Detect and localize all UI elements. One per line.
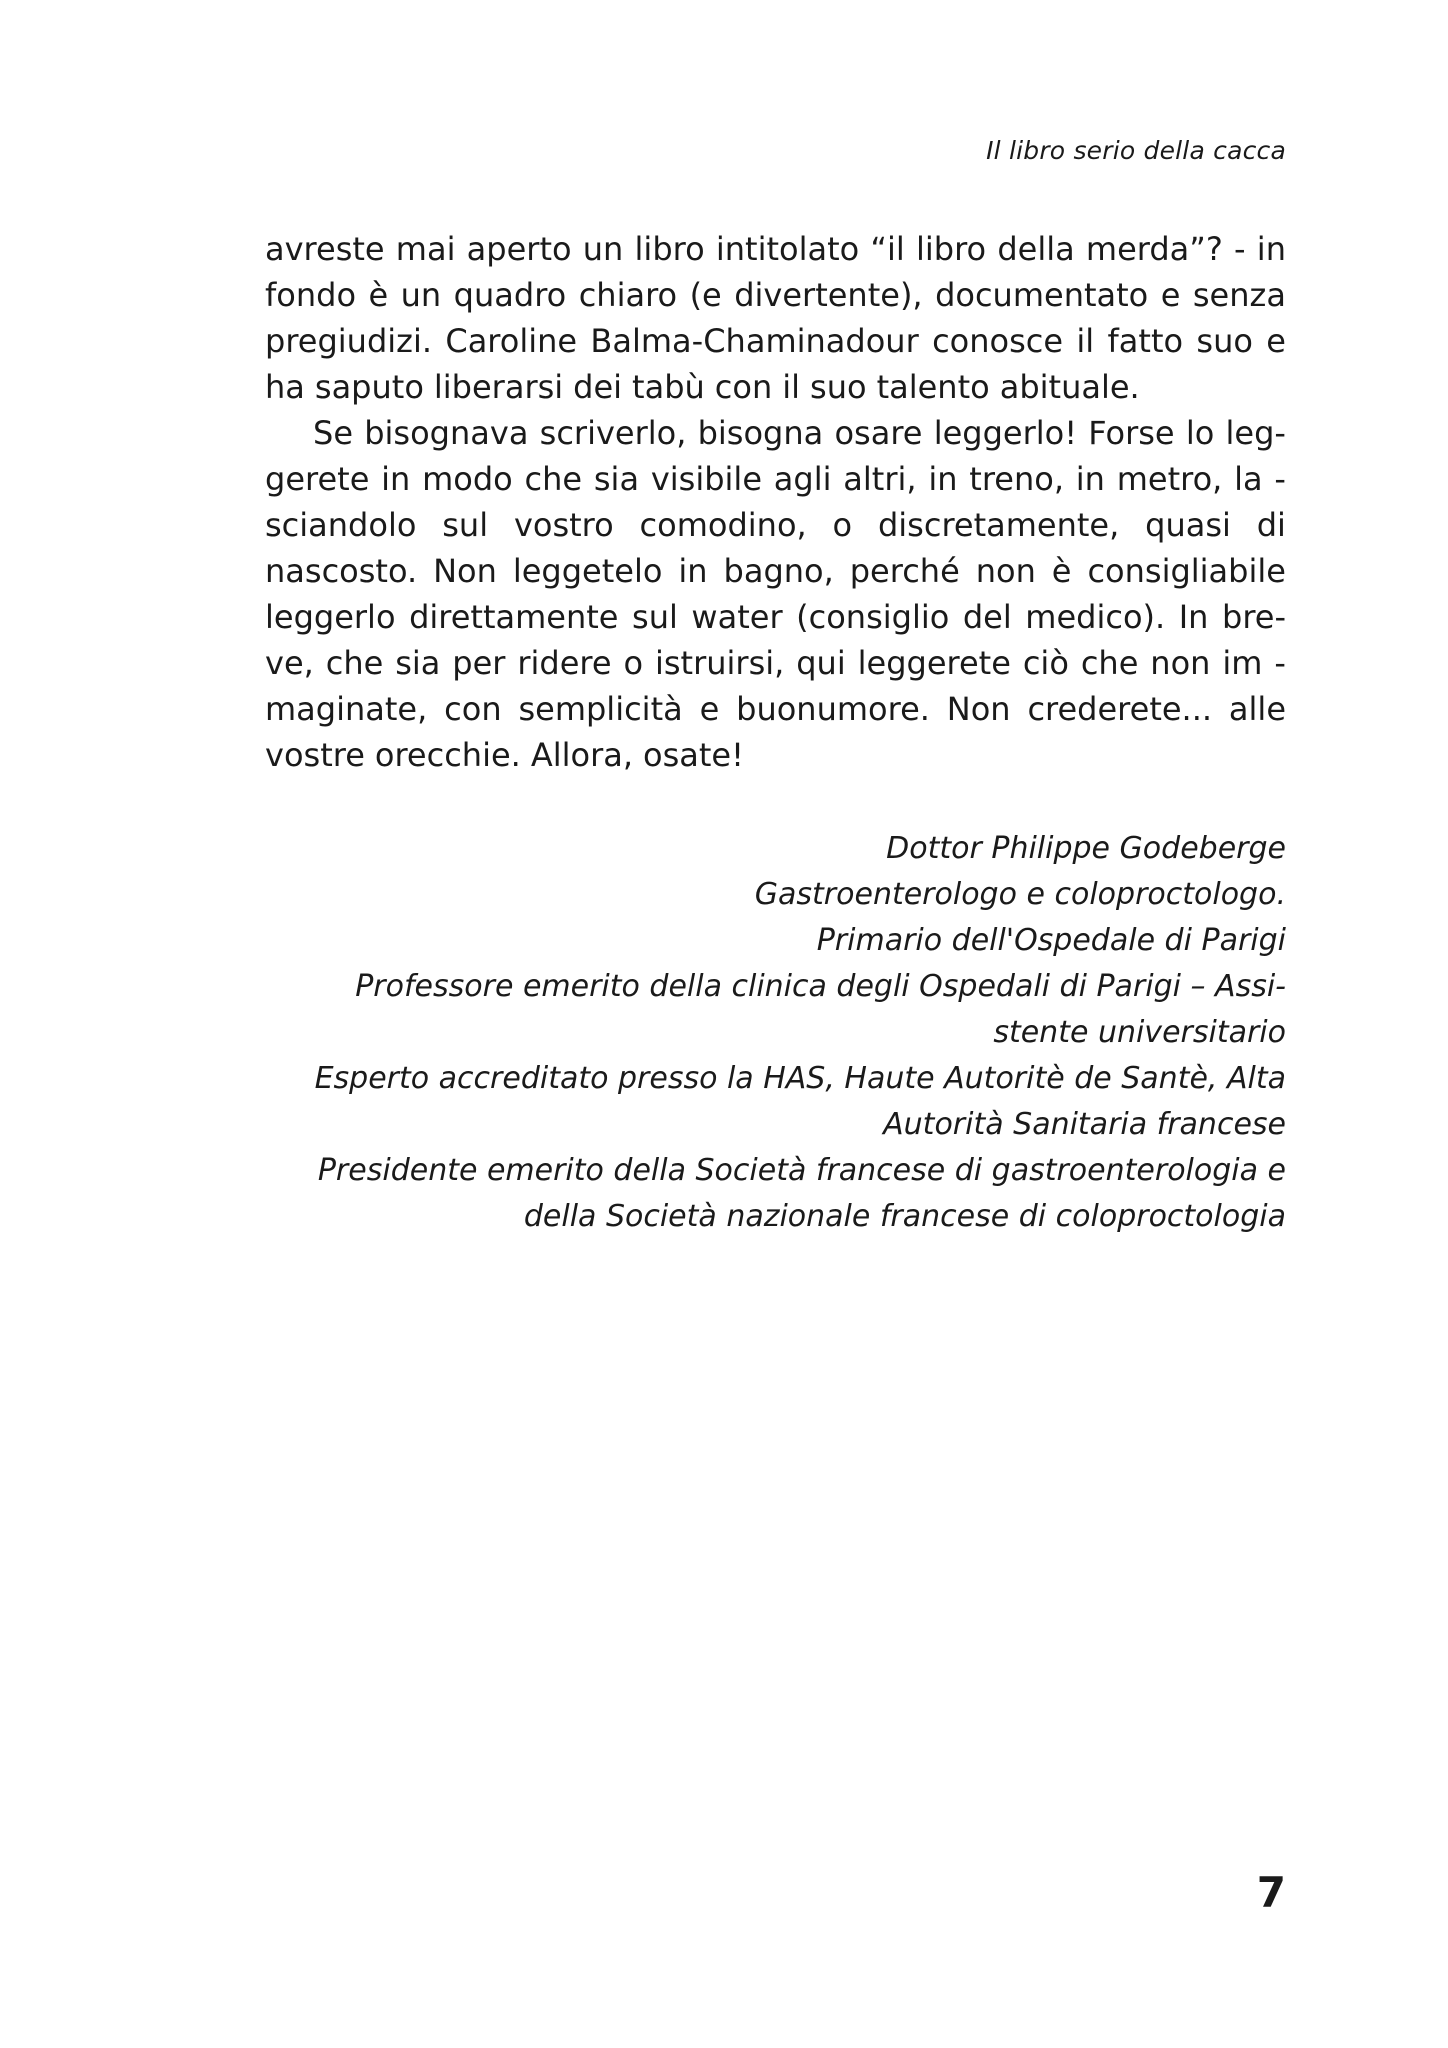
word: è bbox=[1051, 552, 1072, 590]
word: leg- bbox=[1225, 414, 1286, 452]
word: nascosto. bbox=[265, 552, 418, 590]
word: la bbox=[1234, 460, 1263, 498]
word: per bbox=[452, 644, 506, 682]
word: osate! bbox=[643, 736, 744, 774]
word: talento bbox=[876, 368, 990, 406]
word: modo bbox=[422, 460, 513, 498]
paragraph-2 bbox=[265, 410, 1286, 778]
word: qui bbox=[796, 644, 846, 682]
word: perché bbox=[849, 552, 960, 590]
word: semplicità bbox=[518, 690, 683, 728]
word: sul bbox=[442, 506, 489, 544]
word: consigliabile bbox=[1087, 552, 1286, 590]
word: non bbox=[975, 552, 1036, 590]
word: osare bbox=[834, 414, 923, 452]
body-text bbox=[265, 226, 1286, 778]
word: sia bbox=[593, 460, 640, 498]
author-signature bbox=[265, 826, 1286, 1240]
word: leggerlo! bbox=[933, 414, 1078, 452]
text-line bbox=[265, 502, 1286, 548]
word: - bbox=[1274, 644, 1286, 682]
word: sia bbox=[395, 644, 441, 682]
word: di bbox=[1256, 506, 1286, 544]
word: leggetelo bbox=[512, 552, 663, 590]
word: fondo bbox=[265, 276, 357, 314]
word: medico). bbox=[1025, 598, 1166, 636]
word: mai bbox=[395, 230, 456, 268]
word: comodino, bbox=[639, 506, 807, 544]
word: libro bbox=[634, 230, 705, 268]
word: fatto bbox=[1107, 322, 1184, 360]
word: Balma-Chaminadour bbox=[590, 322, 919, 360]
word: saputo bbox=[314, 368, 424, 406]
word: - bbox=[1234, 230, 1246, 268]
word: treno, bbox=[969, 460, 1064, 498]
word: libro bbox=[915, 230, 987, 268]
word: Non bbox=[433, 552, 497, 590]
text-line bbox=[265, 686, 1286, 732]
word: in bbox=[1256, 230, 1286, 268]
word: con bbox=[444, 690, 502, 728]
word: un bbox=[582, 230, 624, 268]
word: aperto bbox=[466, 230, 572, 268]
text-line bbox=[265, 548, 1286, 594]
word: del bbox=[962, 598, 1012, 636]
word: e bbox=[1266, 322, 1286, 360]
word: in bbox=[381, 460, 411, 498]
word: scriverlo, bbox=[539, 414, 687, 452]
word: im bbox=[1222, 644, 1263, 682]
word: agli bbox=[773, 460, 832, 498]
word: “il bbox=[870, 230, 905, 268]
word: merda”? bbox=[1085, 230, 1223, 268]
word: In bbox=[1178, 598, 1209, 636]
running-head: Il libro serio della cacca bbox=[986, 136, 1286, 165]
word: discretamente, bbox=[877, 506, 1120, 544]
word: con bbox=[714, 368, 773, 406]
text-line bbox=[265, 732, 1286, 778]
text-line bbox=[265, 318, 1286, 364]
word: conosce bbox=[932, 322, 1064, 360]
word: dei bbox=[573, 368, 623, 406]
word: bisogna bbox=[697, 414, 824, 452]
word: che bbox=[1080, 644, 1139, 682]
word: - bbox=[1274, 460, 1286, 498]
word: in bbox=[928, 460, 958, 498]
page-number: 7 bbox=[1256, 1868, 1286, 1917]
text-line bbox=[265, 364, 1286, 410]
word: il bbox=[1076, 322, 1095, 360]
word: buonumore. bbox=[736, 690, 930, 728]
word: vostre bbox=[265, 736, 365, 774]
signature-title: Presidente emerito della Società francese di gastroenterologia e bbox=[317, 1153, 1286, 1188]
word: senza bbox=[1192, 276, 1286, 314]
word: orecchie. bbox=[374, 736, 521, 774]
word: visibile bbox=[650, 460, 762, 498]
word: bagno, bbox=[723, 552, 834, 590]
word: maginate, bbox=[265, 690, 428, 728]
word: metro, bbox=[1116, 460, 1223, 498]
word: lo bbox=[1185, 414, 1215, 452]
word: (e bbox=[689, 276, 722, 314]
word: bisognava bbox=[364, 414, 529, 452]
word: Non bbox=[946, 690, 1011, 728]
word: Forse bbox=[1088, 414, 1175, 452]
word: sciandolo bbox=[265, 506, 417, 544]
word: documentato bbox=[935, 276, 1149, 314]
word: abituale. bbox=[999, 368, 1140, 406]
word: water bbox=[691, 598, 783, 636]
word: bre- bbox=[1222, 598, 1286, 636]
word: ha bbox=[265, 368, 305, 406]
word: Allora, bbox=[530, 736, 633, 774]
word: (consiglio bbox=[796, 598, 950, 636]
word: intitolato bbox=[715, 230, 860, 268]
word: o bbox=[832, 506, 853, 544]
signature-title: Gastroenterologo e coloproctologo. bbox=[754, 877, 1286, 912]
text-line bbox=[265, 456, 1286, 502]
word: e bbox=[1160, 276, 1181, 314]
word: gerete bbox=[265, 460, 370, 498]
signature-title: Autorità Sanitaria francese bbox=[883, 1107, 1286, 1142]
word: suo bbox=[810, 368, 867, 406]
word: leggerlo bbox=[265, 598, 396, 636]
signature-title: Esperto accreditato presso la HAS, Haute Autoritè de Santè, Alta bbox=[314, 1061, 1286, 1096]
word: Caroline bbox=[445, 322, 578, 360]
word: quadro bbox=[453, 276, 567, 314]
word: alle bbox=[1228, 690, 1286, 728]
word: sul bbox=[632, 598, 678, 636]
word: della bbox=[997, 230, 1075, 268]
word: divertente), bbox=[734, 276, 923, 314]
word: che bbox=[325, 644, 384, 682]
signature-name: Dottor Philippe Godeberge bbox=[886, 831, 1286, 866]
word: o bbox=[623, 644, 644, 682]
word: avreste bbox=[265, 230, 385, 268]
word: tabù bbox=[632, 368, 705, 406]
word: Se bbox=[313, 414, 353, 452]
word: ridere bbox=[517, 644, 612, 682]
word: direttamente bbox=[409, 598, 619, 636]
word: in bbox=[678, 552, 708, 590]
word: quasi bbox=[1145, 506, 1231, 544]
word: altri, bbox=[843, 460, 917, 498]
word: è bbox=[368, 276, 389, 314]
word: leggerete bbox=[857, 644, 1011, 682]
word: in bbox=[1075, 460, 1105, 498]
text-line bbox=[265, 410, 1286, 456]
text-line bbox=[265, 594, 1286, 640]
word: istruirsi, bbox=[654, 644, 785, 682]
word: ciò bbox=[1022, 644, 1069, 682]
paragraph-1 bbox=[265, 226, 1286, 410]
word: che bbox=[524, 460, 583, 498]
signature-title: stente universitario bbox=[993, 1015, 1286, 1050]
text-line bbox=[265, 226, 1286, 272]
word: pregiudizi. bbox=[265, 322, 432, 360]
text-line bbox=[265, 640, 1286, 686]
signature-title: della Società nazionale francese di coloproctologia bbox=[523, 1199, 1286, 1234]
word: il bbox=[782, 368, 801, 406]
word: chiaro bbox=[578, 276, 678, 314]
word: non bbox=[1150, 644, 1211, 682]
word: e bbox=[699, 690, 720, 728]
word: ve, bbox=[265, 644, 314, 682]
text-line bbox=[265, 272, 1286, 318]
word: liberarsi bbox=[433, 368, 564, 406]
signature-title: Primario dell'Ospedale di Parigi bbox=[816, 923, 1286, 958]
word: vostro bbox=[513, 506, 614, 544]
word: crederete... bbox=[1027, 690, 1213, 728]
word: un bbox=[400, 276, 442, 314]
signature-title: Professore emerito della clinica degli Ospedali di Parigi – Assi- bbox=[355, 969, 1286, 1004]
word: suo bbox=[1196, 322, 1253, 360]
